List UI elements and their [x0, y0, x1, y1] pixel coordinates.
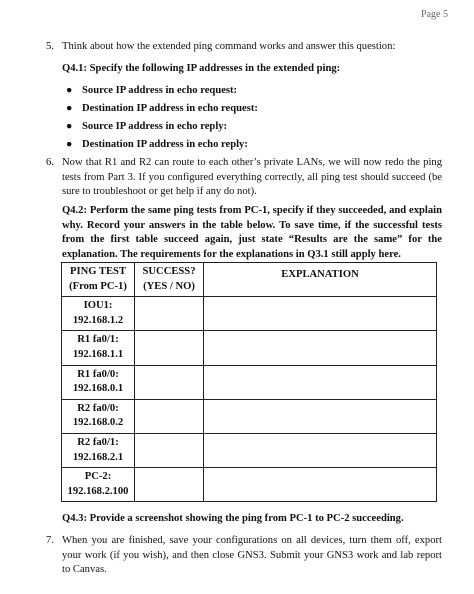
ping-target-cell: R1 fa0/0: 192.168.0.1 — [62, 365, 135, 399]
header-explanation: EXPLANATION — [204, 263, 437, 297]
q41-heading: Q4.1: Specify the following IP addresses in the extended ping: — [62, 63, 341, 74]
table-row — [62, 297, 437, 331]
ping-target-cell: R2 fa0/0: 192.168.0.2 — [62, 399, 135, 433]
success-answer-cell[interactable] — [135, 297, 204, 331]
table-row — [62, 365, 437, 399]
table-row — [62, 468, 437, 502]
item-7-number: 7. — [46, 535, 54, 546]
header-ping-test: PING TEST (From PC-1) — [62, 263, 135, 297]
item-7-text: When you are finished, save your configurations on all devices, turn them off, export your work (if you wish), and then close GNS3. Submit your GNS3 work and lab report to Canvas. — [62, 535, 442, 576]
table-row — [62, 331, 437, 365]
explanation-answer-cell[interactable] — [204, 365, 437, 399]
ping-results-table — [61, 262, 437, 502]
page-number: Page 5 — [421, 9, 448, 20]
q43-heading: Q4.3: Provide a screenshot showing the ping from PC-1 to PC-2 succeeding. — [62, 513, 404, 524]
bullet-dot: ● — [66, 121, 73, 132]
bullet-source-reply: Source IP address in echo reply: — [82, 121, 228, 132]
bullet-dest-reply: Destination IP address in echo reply: — [82, 139, 248, 150]
ping-target-cell: R1 fa0/1: 192.168.1.1 — [62, 331, 135, 365]
success-answer-cell[interactable] — [135, 399, 204, 433]
success-answer-cell[interactable] — [135, 433, 204, 467]
success-answer-cell[interactable] — [135, 365, 204, 399]
header-success: SUCCESS? (YES / NO) — [135, 263, 204, 297]
explanation-answer-cell[interactable] — [204, 468, 437, 502]
item-6-text: Now that R1 and R2 can route to each other’s private LANs, we will now redo the ping tests from Part 3. If you configured everything correctly, all ping test should succeed (be sure to troubleshoot or get help if any do not). — [62, 157, 442, 198]
explanation-answer-cell[interactable] — [204, 433, 437, 467]
success-answer-cell[interactable] — [135, 331, 204, 365]
success-answer-cell[interactable] — [135, 468, 204, 502]
bullet-dot: ● — [66, 139, 73, 150]
table-row — [62, 433, 437, 467]
bullet-dot: ● — [66, 103, 73, 114]
bullet-dot: ● — [66, 85, 73, 96]
table-row — [62, 399, 437, 433]
ping-target-cell: PC-2: 192.168.2.100 — [62, 468, 135, 502]
explanation-answer-cell[interactable] — [204, 297, 437, 331]
item-5-text: Think about how the extended ping command works and answer this question: — [62, 41, 396, 52]
ping-target-cell: R2 fa0/1: 192.168.2.1 — [62, 433, 135, 467]
ping-target-cell: IOU1: 192.168.1.2 — [62, 297, 135, 331]
explanation-answer-cell[interactable] — [204, 331, 437, 365]
q42-heading: Q4.2: Perform the same ping tests from PC-1, specify if they succeeded, and explain why. Record your answers in the table below. To save time, if the successful tests from the first table succeed again, just state “Results are the same” for the explanation. The requirements for the explanations in Q3.1 still apply here. — [62, 205, 442, 260]
explanation-answer-cell[interactable] — [204, 399, 437, 433]
bullet-source-request: Source IP address in echo request: — [82, 85, 238, 96]
item-6-number: 6. — [46, 157, 54, 168]
table-header-row — [62, 263, 437, 297]
item-5-number: 5. — [46, 41, 54, 52]
bullet-dest-request: Destination IP address in echo request: — [82, 103, 258, 114]
